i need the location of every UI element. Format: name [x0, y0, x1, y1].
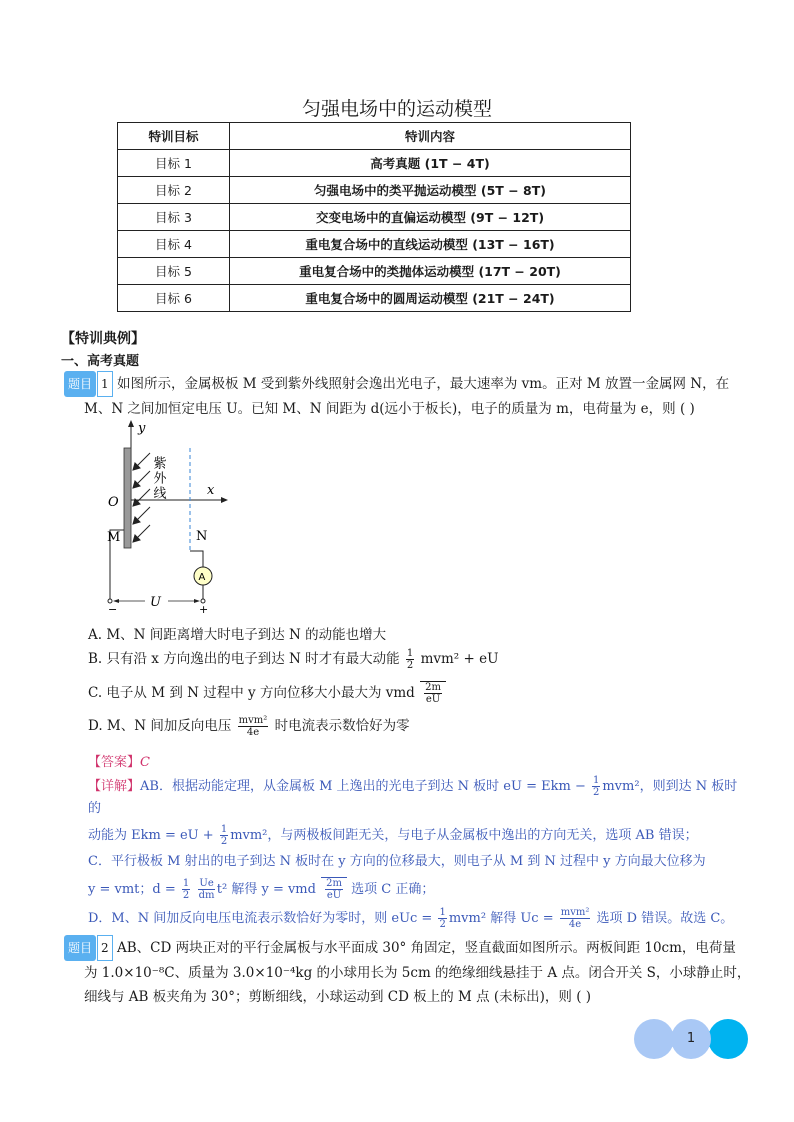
table-cell-content: 重电复合场中的圆周运动模型 (21T − 24T) [230, 285, 631, 312]
plus-sign: + [199, 603, 209, 613]
sqrt [420, 681, 446, 705]
detail-text: y = vmt；d = [88, 882, 176, 897]
table-header-goal: 特训目标 [118, 123, 230, 150]
table-row [118, 204, 631, 231]
frac-num: mvm² [560, 907, 590, 918]
detail-text: 选项 C 正确； [351, 882, 435, 897]
minus-sign: − [108, 603, 118, 613]
question-number: 1 [97, 371, 113, 397]
table-header-content: 特训内容 [230, 123, 631, 150]
frac-num: 1 [220, 824, 228, 835]
detail-text: 选项 D 错误。故选 C。 [596, 911, 734, 926]
option-c [88, 681, 446, 705]
option-b-text: B. 只有沿 x 方向逸出的电子到达 N 时才有最大动能 [88, 651, 400, 667]
uv-label: 紫外线 [150, 456, 166, 501]
answer-label: 【答案】 [88, 755, 141, 770]
table-cell-goal: 目标 4 [118, 231, 230, 258]
fraction [198, 878, 214, 901]
frac-den: eU [326, 890, 342, 901]
question-2-line-1 [64, 935, 754, 961]
photoelectric-figure [100, 418, 230, 613]
fraction [424, 682, 442, 705]
plate-n-label: N [196, 529, 208, 544]
frac-num: Ue [199, 878, 214, 889]
detail-line-3: C．平行极板 M 射出的电子到达 N 板时在 y 方向的位移最大，则电子从 M 到 N 过程中 y 方向最大位移为 [88, 854, 706, 869]
x-axis-arrow-icon [221, 497, 228, 503]
detail-line-2 [88, 824, 738, 847]
table-cell-goal: 目标 6 [118, 285, 230, 312]
table-cell-content: 交变电场中的直偏运动模型 (9T − 12T) [230, 204, 631, 231]
page-number: 1 [671, 1019, 711, 1059]
frac-den: eU [425, 694, 441, 705]
option-b [88, 647, 498, 671]
fraction [182, 878, 190, 901]
detail-line-4 [88, 877, 738, 901]
question-1 [64, 371, 744, 421]
section-heading: 【特训典例】 [61, 331, 145, 347]
detail-text: 动能为 Ekm = eU + [88, 828, 214, 843]
goals-table [117, 122, 631, 312]
detail-text: AB．根据动能定理，从金属板 M 上逸出的光电子到达 N 板时 eU = Ekm − [140, 779, 586, 794]
question-2-text-1: AB、CD 两块正对的平行金属板与水平面成 30° 角固定，竖直截面如图所示。两板间距 10cm，电荷量 [116, 940, 736, 956]
detail-text: t² 解得 y = vmd [216, 882, 316, 897]
frac-num: mvm² [238, 715, 268, 726]
page-title: 匀强电场中的运动模型 [301, 98, 492, 120]
table-cell-content: 匀强电场中的类平抛运动模型 (5T − 8T) [230, 177, 631, 204]
y-axis-arrow-icon [128, 420, 134, 427]
fraction [406, 648, 414, 671]
frac-den: 4e [246, 727, 260, 738]
fraction [238, 715, 269, 738]
frac-den: 2 [406, 660, 414, 671]
question-2 [64, 935, 754, 1009]
fraction [560, 907, 591, 930]
option-d-post: 时电流表示数恰好为零 [274, 718, 410, 734]
frac-den: 2 [220, 836, 228, 847]
table-cell-goal: 目标 1 [118, 150, 230, 177]
subsection-heading: 一、高考真题 [61, 354, 140, 369]
detail-line-5 [88, 907, 738, 930]
sqrt [321, 877, 347, 901]
detail-text: mvm² 解得 Uc = [448, 911, 554, 926]
fraction [438, 907, 446, 930]
option-a: A. M、N 间距离增大时电子到达 N 的动能也增大 [88, 627, 387, 643]
answer-value: C [140, 755, 150, 770]
plate-m [124, 448, 131, 548]
plate-m-label: M [107, 530, 121, 545]
table-cell-goal: 目标 2 [118, 177, 230, 204]
question-tag: 题目 [64, 371, 96, 397]
detail-text: mvm²，则到达 N 板时的 [88, 779, 738, 816]
table-row [118, 285, 631, 312]
table-cell-content: 重电复合场中的类抛体运动模型 (17T − 20T) [230, 258, 631, 285]
uv-arrows-icon [133, 453, 150, 542]
frac-den: dm [198, 890, 215, 901]
question-2-text-3: 细线与 AB 板夹角为 30°；剪断细线，小球运动到 CD 板上的 M 点 (未标出)，则 ( ) [84, 989, 592, 1005]
voltage-label: U [150, 595, 161, 610]
fraction [592, 775, 600, 798]
wire-right-top [190, 551, 203, 567]
table-cell-goal: 目标 5 [118, 258, 230, 285]
table-cell-content: 高考真题 (1T − 4T) [230, 150, 631, 177]
detail-text: mvm²，与两极板间距无关，与电子从金属板中逸出的方向无关，选项 AB 错误； [230, 828, 698, 843]
table-cell-goal: 目标 3 [118, 204, 230, 231]
question-1-text-2: M、N 之间加恒定电压 U。已知 M、N 间距为 d(远小于板长)，电子的质量为 m，电荷量为 e，则 ( ) [84, 401, 695, 417]
question-2-text-2: 为 1.0×10⁻⁸C、质量为 3.0×10⁻⁴kg 的小球用长为 5cm 的绝缘细线悬挂于 A 点。闭合开关 S，小球静止时， [84, 965, 751, 981]
frac-num: 1 [592, 775, 600, 786]
frac-den: 2 [182, 890, 190, 901]
frac-den: 2 [439, 919, 446, 930]
question-1-text-1: 如图所示，金属极板 M 受到紫外线照射会逸出光电子，最大速率为 vm。正对 M 放置一金属网 N，在 [116, 376, 730, 392]
answer [88, 751, 150, 770]
y-axis-label: y [138, 421, 146, 436]
table-row [118, 177, 631, 204]
ammeter-label: A [198, 572, 206, 583]
page-badge-left [634, 1019, 674, 1059]
frac-num: 1 [182, 878, 190, 889]
detail-explanation [88, 775, 738, 930]
table-row [118, 258, 631, 285]
detail-line-1 [88, 775, 738, 820]
option-c-text: C. 电子从 M 到 N 过程中 y 方向位移大小最大为 vmd [88, 685, 415, 701]
frac-den: 2 [592, 787, 600, 798]
frac-num: 2m [425, 682, 441, 693]
frac-num: 1 [439, 907, 446, 918]
option-b-formula: mvm² + eU [420, 651, 499, 667]
question-number: 2 [97, 935, 113, 961]
question-tag: 题目 [64, 935, 96, 961]
origin-label: O [108, 495, 119, 510]
detail-text: D．M、N 间加反向电压电流表示数恰好为零时，则 eUc = [88, 911, 433, 926]
table-header-row [118, 123, 631, 150]
detail-label: 【详解】 [88, 779, 141, 794]
question-1-line-1 [64, 371, 744, 397]
frac-num: 1 [406, 648, 414, 659]
fraction [325, 878, 343, 901]
x-axis-label: x [207, 483, 215, 498]
frac-num: 2m [326, 878, 342, 889]
frac-den: 4e [568, 919, 582, 930]
table-row [118, 150, 631, 177]
page-badge-right [708, 1019, 748, 1059]
table-cell-content: 重电复合场中的直线运动模型 (13T − 16T) [230, 231, 631, 258]
option-d-text: D. M、N 间加反向电压 [88, 718, 232, 734]
fraction [220, 824, 228, 847]
option-d [88, 714, 410, 738]
table-row [118, 231, 631, 258]
